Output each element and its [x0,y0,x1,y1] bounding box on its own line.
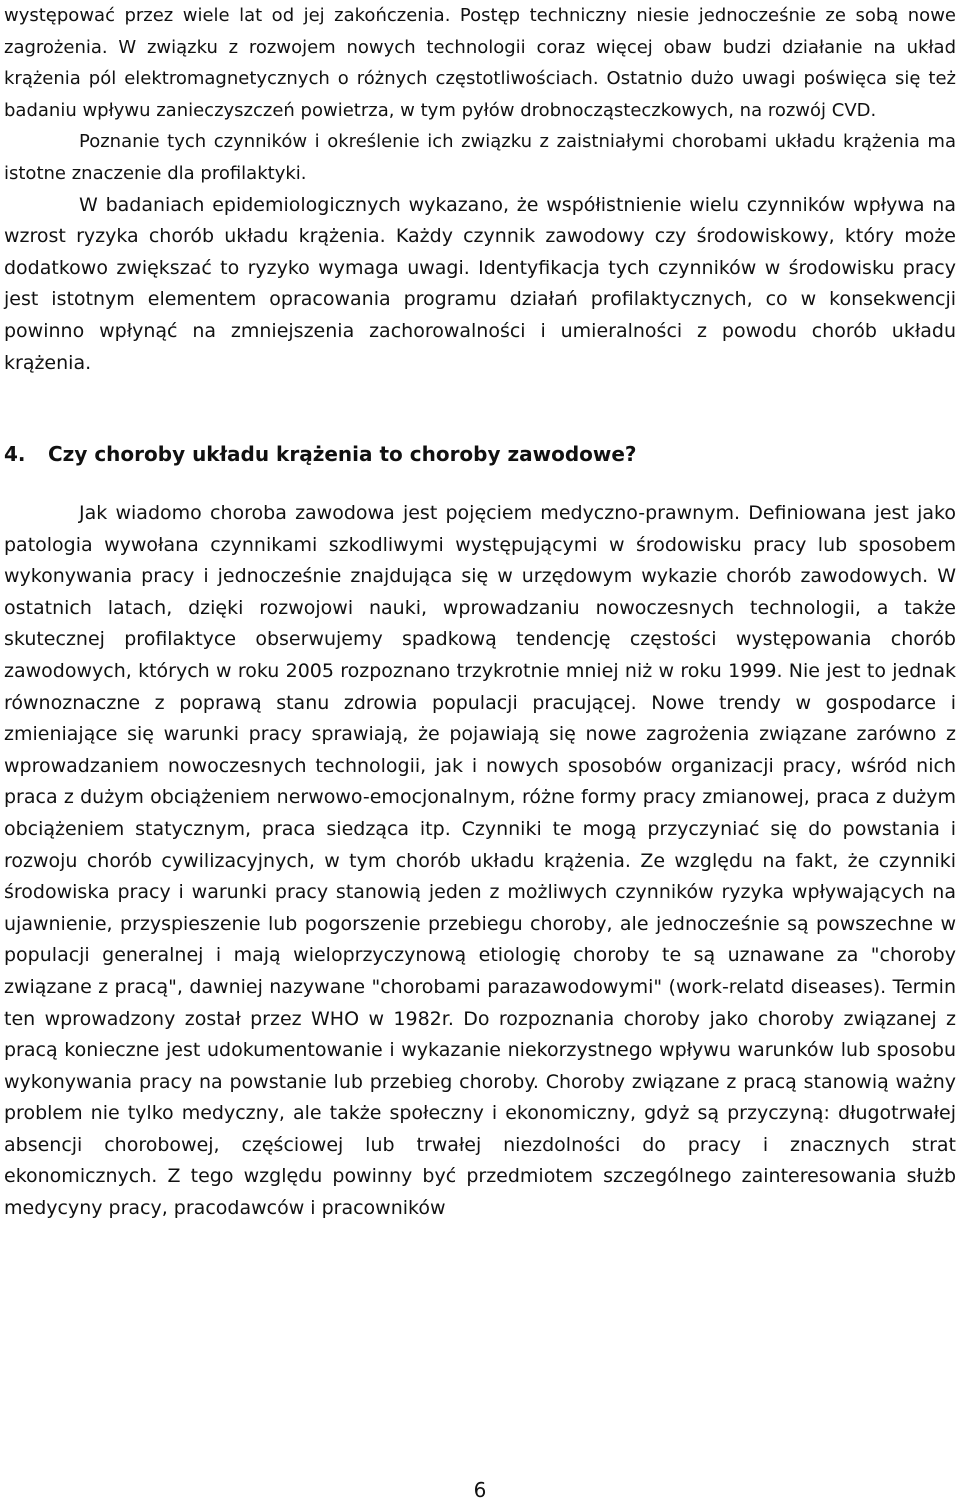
main-text-block [4,498,956,1225]
paragraph-prevention: Poznanie tych czynników i określenie ich związku z zaistniałymi chorobami układu krążenia ma istotne znaczenie dla profilaktyki. [4,131,956,184]
section-heading [4,438,637,470]
paragraph-epidemiology: W badaniach epidemiologicznych wykazano, że współistnienie wielu czynników wpływa na wzrost ryzyka chorób układu krążenia. Każdy czynnik zawodowy czy środowiskowy, który może dodatkowo zwiększać to ryzyko wymaga uwagi. Identyfikacja tych czynników w środowisku pracy jest istotnym elementem opracowania programu działań profilaktycznych, co w konsekwencji powinno wpłynąć na zmniejszenia zachorowalności i umieralności z powodu chorób układu krążenia. [4,193,956,374]
page-number: 6 [473,1478,487,1502]
section-number: 4. [4,442,26,466]
intro-text-block [4,0,956,379]
section-title: Czy choroby układu krążenia to choroby zawodowe? [48,442,637,466]
paragraph-continuation: występować przez wiele lat od jej zakończenia. Postęp techniczny niesie jednocześnie ze sobą nowe zagrożenia. W związku z rozwojem nowych technologii coraz więcej obaw budzi działanie na układ krążenia pól elektromagnetycznych o różnych częstotliwościach. Ostatnio dużo uwagi poświęca się też badaniu wpływu zanieczyszczeń powietrza, w tym pyłów drobnocząsteczkowych, na rozwój CVD. [4,5,956,121]
paragraph-occupational-disease: Jak wiadomo choroba zawodowa jest pojęciem medyczno-prawnym. Definiowana jest jako patologia wywołana czynnikami szkodliwymi występującymi w środowisku pracy lub sposobem wykonywania pracy i jednocześnie znajdująca się w urzędowym wykazie chorób zawodowych. W ostatnich latach, dzięki rozwojowi nauki, wprowadzaniu nowoczesnych technologii, a także skutecznej profilaktyce obserwujemy spadkową tendencję częstości występowania chorób zawodowych, których w roku 2005 rozpoznano trzykrotnie mniej niż w roku 1999. Nie jest to jednak równoznaczne z poprawą stanu zdrowia populacji pracującej. Nowe trendy w gospodarce i zmieniające się warunki pracy sprawiają, że pojawiają się nowe zagrożenia związane zarówno z wprowadzaniem nowoczesnych technologii, jak i nowych sposobów organizacji pracy, wśród nich praca z dużym obciążeniem nerwowo-emocjonalnym, różne formy pracy zmianowej, praca z dużym obciążeniem statycznym, praca siedząca itp. Czynniki te mogą przyczyniać się do powstania i rozwoju chorób cywilizacyjnych, w tym chorób układu krążenia. Ze względu na fakt, że czynniki środowiska pracy i warunki pracy stanowią jeden z możliwych czynników ryzyka wpływających na ujawnienie, przyspieszenie lub pogorszenie przebiegu choroby, ale jednocześnie są powszechne w populacji generalnej i mają wieloprzyczynową etiologię choroby te są uznawane za "choroby związane z pracą", dawniej nazywane "chorobami parazawodowymi" (work-relatd diseases). Termin ten wprowadzony został przez WHO w 1982r. Do rozpoznania choroby jako choroby związanej z pracą konieczne jest udokumentowanie i wykazanie niekorzystnego wpływu warunków lub sposobu wykonywania pracy na powstanie lub przebieg choroby. Choroby związane z pracą stanowią ważny problem nie tylko medyczny, ale także społeczny i ekonomiczny, gdyż są przyczyną: długotrwałej absencji chorobowej, częściowej lub trwałej niezdolności do pracy i znacznych strat ekonomicznych. Z tego względu powinny być przedmiotem szczególnego zainteresowania służb medycyny pracy, pracodawców i pracowników [4,502,956,1220]
